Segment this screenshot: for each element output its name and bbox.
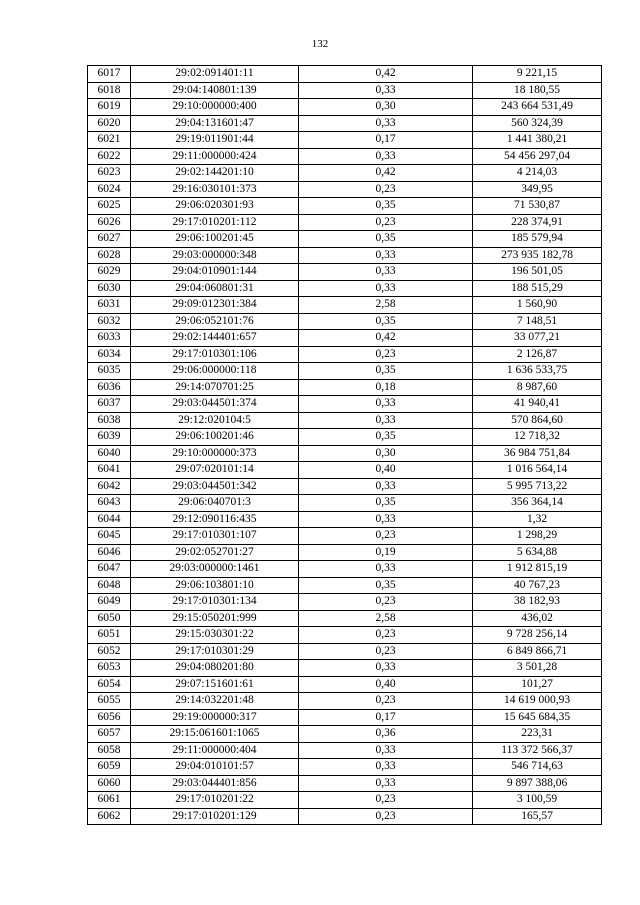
cadastral-number: 29:03:044501:374 [131, 396, 299, 413]
rate-cell: 0,33 [299, 264, 473, 281]
value-cell: 38 182,93 [473, 594, 602, 611]
table-row [88, 759, 602, 776]
rate-cell: 0,35 [299, 429, 473, 446]
value-cell: 6 849 866,71 [473, 643, 602, 660]
value-cell: 436,02 [473, 610, 602, 627]
row-number: 6044 [88, 511, 131, 528]
rate-cell: 0,40 [299, 676, 473, 693]
cadastral-number: 29:06:100201:46 [131, 429, 299, 446]
row-number: 6041 [88, 462, 131, 479]
cadastral-number: 29:19:000000:317 [131, 709, 299, 726]
row-number: 6027 [88, 231, 131, 248]
table-row [88, 429, 602, 446]
cadastral-number: 29:02:144401:657 [131, 330, 299, 347]
row-number: 6049 [88, 594, 131, 611]
value-cell: 40 767,23 [473, 577, 602, 594]
rate-cell: 0,33 [299, 561, 473, 578]
value-cell: 8 987,60 [473, 379, 602, 396]
value-cell: 18 180,55 [473, 82, 602, 99]
value-cell: 560 324,39 [473, 115, 602, 132]
value-cell: 1 298,29 [473, 528, 602, 545]
cadastral-number: 29:06:100201:45 [131, 231, 299, 248]
rate-cell: 0,35 [299, 198, 473, 215]
cadastral-number: 29:07:020101:14 [131, 462, 299, 479]
row-number: 6024 [88, 181, 131, 198]
value-cell: 1 560,90 [473, 297, 602, 314]
cadastral-number: 29:17:010301:134 [131, 594, 299, 611]
table-row [88, 412, 602, 429]
cadastral-number: 29:06:000000:118 [131, 363, 299, 380]
row-number: 6034 [88, 346, 131, 363]
table-row [88, 82, 602, 99]
table-row [88, 676, 602, 693]
cadastral-number: 29:02:091401:11 [131, 66, 299, 83]
row-number: 6019 [88, 99, 131, 116]
table-row [88, 181, 602, 198]
table-row [88, 660, 602, 677]
row-number: 6040 [88, 445, 131, 462]
value-cell: 4 214,03 [473, 165, 602, 182]
row-number: 6031 [88, 297, 131, 314]
rate-cell: 0,18 [299, 379, 473, 396]
value-cell: 228 374,91 [473, 214, 602, 231]
value-cell: 1 636 533,75 [473, 363, 602, 380]
table-row [88, 280, 602, 297]
rate-cell: 0,23 [299, 181, 473, 198]
value-cell: 3 501,28 [473, 660, 602, 677]
row-number: 6021 [88, 132, 131, 149]
row-number: 6051 [88, 627, 131, 644]
rate-cell: 0,23 [299, 808, 473, 825]
table-row [88, 346, 602, 363]
cadastral-number: 29:04:140801:139 [131, 82, 299, 99]
table-row [88, 115, 602, 132]
value-cell: 165,57 [473, 808, 602, 825]
cadastral-number: 29:17:010301:107 [131, 528, 299, 545]
value-cell: 546 714,63 [473, 759, 602, 776]
table-row [88, 379, 602, 396]
cadastral-number: 29:04:010901:144 [131, 264, 299, 281]
row-number: 6023 [88, 165, 131, 182]
rate-cell: 0,33 [299, 478, 473, 495]
value-cell: 12 718,32 [473, 429, 602, 446]
value-cell: 7 148,51 [473, 313, 602, 330]
table-row [88, 627, 602, 644]
value-cell: 9 728 256,14 [473, 627, 602, 644]
value-cell: 5 634,88 [473, 544, 602, 561]
value-cell: 188 515,29 [473, 280, 602, 297]
cadastral-number: 29:15:061601:1065 [131, 726, 299, 743]
row-number: 6035 [88, 363, 131, 380]
cadastral-number: 29:04:131601:47 [131, 115, 299, 132]
table-row [88, 511, 602, 528]
table-row [88, 330, 602, 347]
table-row [88, 297, 602, 314]
row-number: 6036 [88, 379, 131, 396]
cadastral-number: 29:15:030301:22 [131, 627, 299, 644]
row-number: 6045 [88, 528, 131, 545]
rate-cell: 0,33 [299, 247, 473, 264]
value-cell: 5 995 713,22 [473, 478, 602, 495]
row-number: 6028 [88, 247, 131, 264]
row-number: 6047 [88, 561, 131, 578]
value-cell: 1,32 [473, 511, 602, 528]
cadastral-number: 29:19:011901:44 [131, 132, 299, 149]
table-row [88, 198, 602, 215]
row-number: 6050 [88, 610, 131, 627]
cadastral-number: 29:04:010101:57 [131, 759, 299, 776]
row-number: 6043 [88, 495, 131, 512]
table-row [88, 528, 602, 545]
row-number: 6042 [88, 478, 131, 495]
value-cell: 14 619 000,93 [473, 693, 602, 710]
table-row [88, 808, 602, 825]
row-number: 6032 [88, 313, 131, 330]
value-cell: 223,31 [473, 726, 602, 743]
cadastral-number: 29:17:010201:112 [131, 214, 299, 231]
value-cell: 71 530,87 [473, 198, 602, 215]
row-number: 6020 [88, 115, 131, 132]
cadastral-number: 29:02:144201:10 [131, 165, 299, 182]
row-number: 6017 [88, 66, 131, 83]
rate-cell: 0,23 [299, 594, 473, 611]
value-cell: 41 940,41 [473, 396, 602, 413]
table-row [88, 313, 602, 330]
cadastral-number: 29:17:010201:129 [131, 808, 299, 825]
row-number: 6053 [88, 660, 131, 677]
rate-cell: 0,35 [299, 363, 473, 380]
rate-cell: 0,33 [299, 280, 473, 297]
rate-cell: 0,35 [299, 495, 473, 512]
value-cell: 2 126,87 [473, 346, 602, 363]
rate-cell: 0,33 [299, 511, 473, 528]
page-number: 132 [311, 38, 329, 50]
row-number: 6060 [88, 775, 131, 792]
table-row [88, 594, 602, 611]
cadastral-number: 29:16:030101:373 [131, 181, 299, 198]
cadastral-number: 29:04:060801:31 [131, 280, 299, 297]
cadastral-number: 29:06:052101:76 [131, 313, 299, 330]
table-row [88, 214, 602, 231]
table-row [88, 561, 602, 578]
cadastral-number: 29:07:151601:61 [131, 676, 299, 693]
row-number: 6026 [88, 214, 131, 231]
table-row [88, 462, 602, 479]
row-number: 6038 [88, 412, 131, 429]
table-row [88, 445, 602, 462]
table-row [88, 726, 602, 743]
table-row [88, 742, 602, 759]
cadastral-number: 29:14:032201:48 [131, 693, 299, 710]
value-cell: 101,27 [473, 676, 602, 693]
table-row [88, 610, 602, 627]
row-number: 6048 [88, 577, 131, 594]
rate-cell: 0,35 [299, 231, 473, 248]
row-number: 6054 [88, 676, 131, 693]
row-number: 6046 [88, 544, 131, 561]
row-number: 6052 [88, 643, 131, 660]
cadastral-number: 29:09:012301:384 [131, 297, 299, 314]
table-row [88, 396, 602, 413]
cadastral-number: 29:03:044401:856 [131, 775, 299, 792]
cadastral-number: 29:03:000000:1461 [131, 561, 299, 578]
table-row [88, 132, 602, 149]
value-cell: 36 984 751,84 [473, 445, 602, 462]
value-cell: 9 897 388,06 [473, 775, 602, 792]
value-cell: 570 864,60 [473, 412, 602, 429]
cadastral-number: 29:02:052701:27 [131, 544, 299, 561]
value-cell: 54 456 297,04 [473, 148, 602, 165]
rate-cell: 0,23 [299, 643, 473, 660]
row-number: 6029 [88, 264, 131, 281]
rate-cell: 0,36 [299, 726, 473, 743]
cadastral-number: 29:06:040701:3 [131, 495, 299, 512]
value-cell: 9 221,15 [473, 66, 602, 83]
value-cell: 349,95 [473, 181, 602, 198]
row-number: 6062 [88, 808, 131, 825]
table-row [88, 792, 602, 809]
value-cell: 113 372 566,37 [473, 742, 602, 759]
row-number: 6018 [88, 82, 131, 99]
table-row [88, 99, 602, 116]
value-cell: 33 077,21 [473, 330, 602, 347]
rate-cell: 0,17 [299, 132, 473, 149]
rate-cell: 0,33 [299, 148, 473, 165]
rate-cell: 0,33 [299, 660, 473, 677]
rate-cell: 0,42 [299, 66, 473, 83]
row-number: 6030 [88, 280, 131, 297]
cadastral-number: 29:11:000000:424 [131, 148, 299, 165]
cadastral-number: 29:17:010301:106 [131, 346, 299, 363]
table-row [88, 363, 602, 380]
table-row [88, 709, 602, 726]
rate-cell: 0,42 [299, 165, 473, 182]
cadastral-number: 29:03:000000:348 [131, 247, 299, 264]
rate-cell: 0,23 [299, 528, 473, 545]
cadastral-number: 29:11:000000:404 [131, 742, 299, 759]
table-row [88, 495, 602, 512]
table-row [88, 231, 602, 248]
rate-cell: 0,33 [299, 115, 473, 132]
row-number: 6033 [88, 330, 131, 347]
cadastral-number: 29:06:103801:10 [131, 577, 299, 594]
rate-cell: 0,23 [299, 792, 473, 809]
table-row [88, 264, 602, 281]
row-number: 6022 [88, 148, 131, 165]
table-row [88, 643, 602, 660]
rate-cell: 0,33 [299, 759, 473, 776]
row-number: 6025 [88, 198, 131, 215]
row-number: 6039 [88, 429, 131, 446]
rate-cell: 0,40 [299, 462, 473, 479]
cadastral-number: 29:12:090116:435 [131, 511, 299, 528]
rate-cell: 0,30 [299, 99, 473, 116]
cadastral-number: 29:06:020301:93 [131, 198, 299, 215]
rate-cell: 2,58 [299, 297, 473, 314]
table-row [88, 247, 602, 264]
row-number: 6056 [88, 709, 131, 726]
cadastral-number: 29:10:000000:373 [131, 445, 299, 462]
table-row [88, 478, 602, 495]
table-row [88, 577, 602, 594]
data-table [87, 65, 602, 825]
rate-cell: 0,33 [299, 396, 473, 413]
row-number: 6058 [88, 742, 131, 759]
value-cell: 1 441 380,21 [473, 132, 602, 149]
rate-cell: 0,33 [299, 412, 473, 429]
cadastral-number: 29:04:080201:80 [131, 660, 299, 677]
row-number: 6057 [88, 726, 131, 743]
cadastral-number: 29:03:044501:342 [131, 478, 299, 495]
value-cell: 273 935 182,78 [473, 247, 602, 264]
rate-cell: 2,58 [299, 610, 473, 627]
rate-cell: 0,19 [299, 544, 473, 561]
value-cell: 185 579,94 [473, 231, 602, 248]
rate-cell: 0,33 [299, 742, 473, 759]
rate-cell: 0,23 [299, 214, 473, 231]
rate-cell: 0,30 [299, 445, 473, 462]
rate-cell: 0,23 [299, 627, 473, 644]
value-cell: 1 912 815,19 [473, 561, 602, 578]
value-cell: 1 016 564,14 [473, 462, 602, 479]
table-row [88, 544, 602, 561]
row-number: 6061 [88, 792, 131, 809]
cadastral-number: 29:17:010301:29 [131, 643, 299, 660]
rate-cell: 0,23 [299, 346, 473, 363]
value-cell: 15 645 684,35 [473, 709, 602, 726]
cadastral-number: 29:12:020104:5 [131, 412, 299, 429]
rate-cell: 0,17 [299, 709, 473, 726]
cadastral-number: 29:15:050201:999 [131, 610, 299, 627]
value-cell: 196 501,05 [473, 264, 602, 281]
row-number: 6059 [88, 759, 131, 776]
rate-cell: 0,33 [299, 775, 473, 792]
table-row [88, 148, 602, 165]
rate-cell: 0,23 [299, 693, 473, 710]
rate-cell: 0,35 [299, 577, 473, 594]
value-cell: 3 100,59 [473, 792, 602, 809]
value-cell: 356 364,14 [473, 495, 602, 512]
row-number: 6037 [88, 396, 131, 413]
row-number: 6055 [88, 693, 131, 710]
table-body [88, 66, 602, 825]
table-row [88, 165, 602, 182]
rate-cell: 0,33 [299, 82, 473, 99]
value-cell: 243 664 531,49 [473, 99, 602, 116]
table-row [88, 66, 602, 83]
cadastral-number: 29:14:070701:25 [131, 379, 299, 396]
table-row [88, 775, 602, 792]
cadastral-number: 29:10:000000:400 [131, 99, 299, 116]
table-row [88, 693, 602, 710]
rate-cell: 0,35 [299, 313, 473, 330]
rate-cell: 0,42 [299, 330, 473, 347]
cadastral-number: 29:17:010201:22 [131, 792, 299, 809]
